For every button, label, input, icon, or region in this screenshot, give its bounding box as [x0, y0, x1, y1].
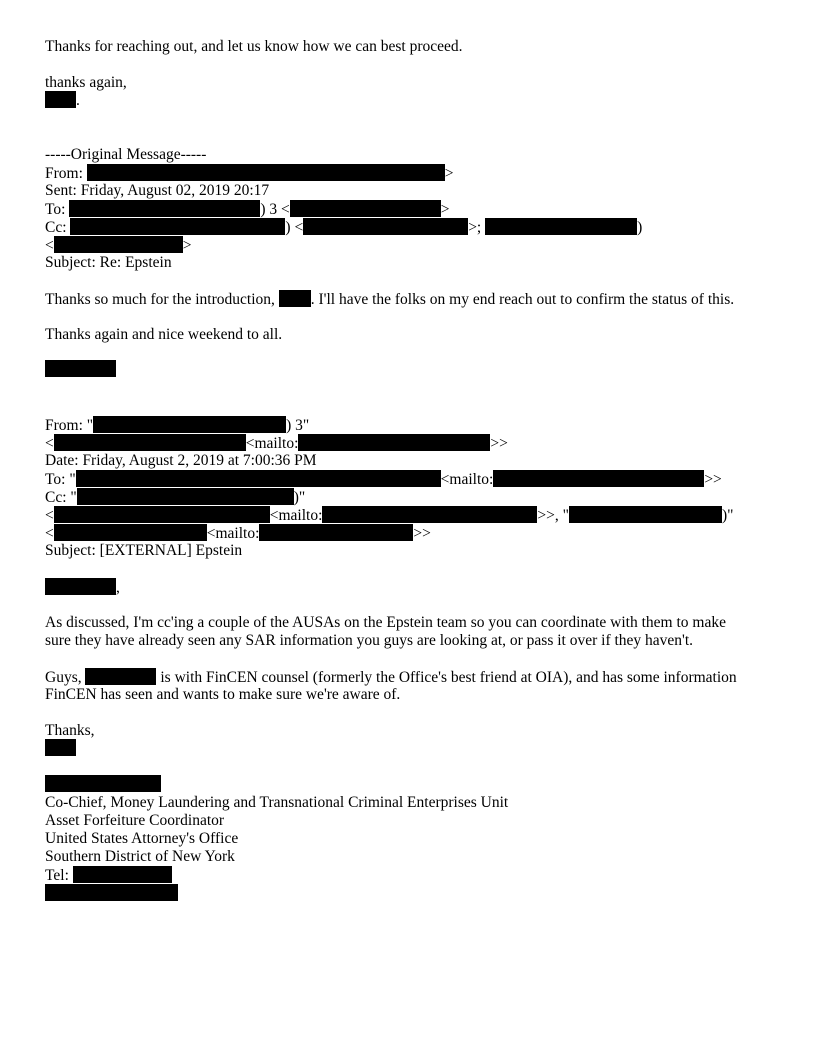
forwarded-cc-line: Cc: " )" — [45, 489, 306, 506]
redaction-box — [45, 578, 116, 595]
redaction-box — [45, 739, 76, 756]
forwarded-greeting: , — [45, 578, 120, 597]
redaction-box — [569, 506, 722, 523]
redaction-box — [298, 434, 490, 451]
redaction-box — [85, 668, 156, 685]
redaction-box — [69, 200, 260, 217]
original-to-line: To: ) 3 < > — [45, 201, 450, 218]
signature-office: United States Attorney's Office — [45, 830, 239, 847]
redaction-box — [76, 470, 441, 487]
redaction-box — [87, 164, 445, 181]
reply-signature-line: . — [45, 91, 80, 110]
redaction-box — [93, 416, 286, 433]
original-body-line2: Thanks again and nice weekend to all. — [45, 326, 283, 343]
redaction-box — [54, 524, 207, 541]
signature-district: Southern District of New York — [45, 848, 235, 865]
original-cc-continued: < > — [45, 237, 192, 254]
forwarded-para2-line1: Guys, is with FinCEN counsel (formerly the Office's best friend at OIA), and has some information — [45, 669, 737, 686]
original-body-line1: Thanks so much for the introduction, . I'll have the folks on my end reach out to confirm the status of this. — [45, 291, 735, 308]
redaction-box — [322, 506, 537, 523]
forwarded-to-line: To: " <mailto: >> — [45, 471, 722, 488]
redaction-box — [290, 200, 441, 217]
redaction-box — [70, 218, 285, 235]
redaction-box — [54, 506, 270, 523]
redaction-box — [45, 775, 161, 792]
forwarded-para1-line2: sure they have already seen any SAR information you guys are looking at, or pass it over if they haven't. — [45, 632, 694, 649]
redaction-box — [45, 360, 116, 377]
original-cc-line: Cc: ) < >; ) — [45, 219, 643, 236]
forwarded-cc-continued: < <mailto: >> — [45, 525, 431, 542]
original-sent-line: Sent: Friday, August 02, 2019 20:17 — [45, 182, 270, 199]
forwarded-date-line: Date: Friday, August 2, 2019 at 7:00:36 PM — [45, 452, 317, 469]
forwarded-para1-line1: As discussed, I'm cc'ing a couple of the AUSAs on the Epstein team so you can coordinate with them to make — [45, 614, 726, 631]
signature-name-redaction — [45, 775, 161, 794]
forwarded-thanks: Thanks, — [45, 722, 95, 739]
forwarded-from-line: From: " ) 3" — [45, 417, 310, 434]
reply-line: Thanks for reaching out, and let us know how we can best proceed. — [45, 38, 463, 55]
redaction-box — [493, 470, 704, 487]
signature-tel-line: Tel: — [45, 866, 172, 885]
redaction-box — [54, 236, 183, 253]
redaction-box — [73, 866, 172, 883]
redaction-box — [303, 218, 468, 235]
forwarded-from-address: < <mailto: >> — [45, 435, 508, 452]
redaction-box — [77, 488, 294, 505]
signature-email-redaction — [45, 884, 178, 903]
forwarded-cc-addresses: < <mailto: >>, " )" — [45, 507, 734, 524]
redaction-box — [45, 884, 178, 901]
redaction-box — [279, 290, 311, 307]
redaction-box — [259, 524, 413, 541]
forwarded-subject-line: Subject: [EXTERNAL] Epstein — [45, 542, 243, 559]
signature-role: Asset Forfeiture Coordinator — [45, 812, 225, 829]
redaction-box — [45, 91, 76, 108]
redaction-box — [485, 218, 637, 235]
original-message-header: -----Original Message----- — [45, 146, 207, 163]
reply-signoff: thanks again, — [45, 74, 127, 91]
original-subject-line: Subject: Re: Epstein — [45, 254, 172, 271]
signature-title: Co-Chief, Money Laundering and Transnational Criminal Enterprises Unit — [45, 794, 509, 811]
forwarded-signoff-redaction — [45, 739, 76, 758]
original-from-line: From: > — [45, 165, 454, 182]
forwarded-para2-line2: FinCEN has seen and wants to make sure we're aware of. — [45, 686, 401, 703]
original-signature-redaction — [45, 360, 116, 379]
redaction-box — [54, 434, 246, 451]
